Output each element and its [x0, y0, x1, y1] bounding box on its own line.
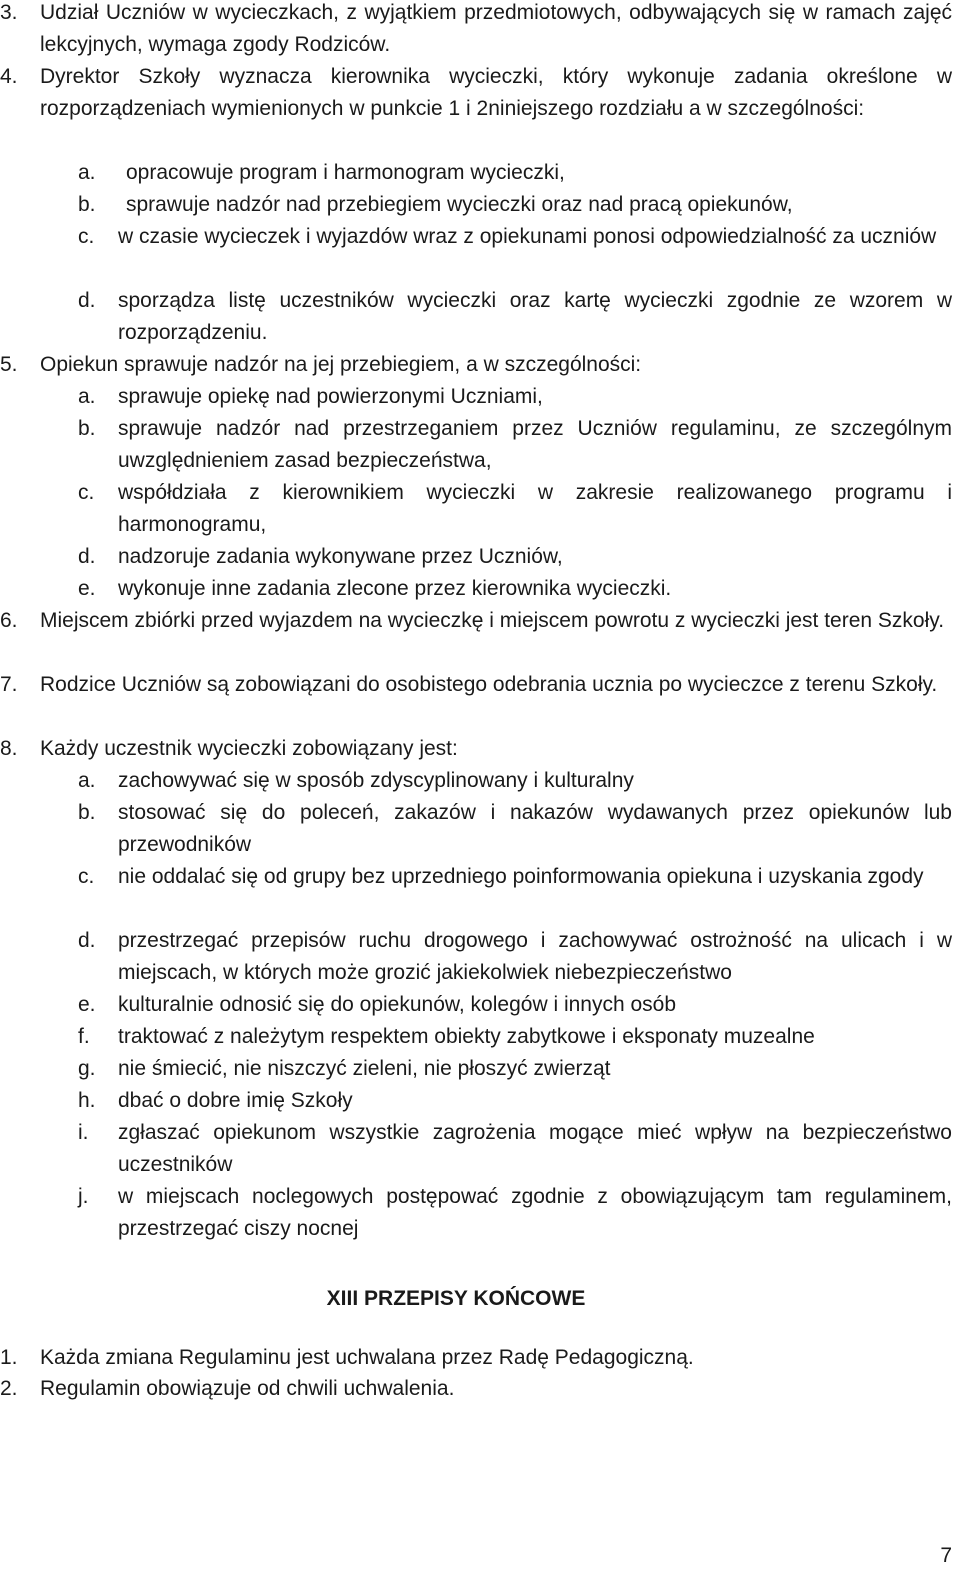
sub-item-text: sprawuje opiekę nad powierzonymi Uczniami, — [118, 385, 543, 408]
sub-item-letter: c. — [78, 865, 95, 888]
item-text: Rodzice Uczniów są zobowiązani do osobistego odebrania ucznia po wycieczce z terenu Szkoły. — [40, 673, 938, 696]
item-text: Udział Uczniów w wycieczkach, z wyjątkiem przedmiotowych, odbywających się w ramach zajęć lekcyjnych, wymaga zgody Rodziców. — [40, 1, 952, 56]
item-text: Dyrektor Szkoły wyznacza kierownika wycieczki, który wykonuje zadania określone w rozporządzeniach wymienionych w punkcie 1 i 2niniejszego rozdziału a w szczególności: — [40, 65, 952, 120]
item-number: 2. — [0, 1377, 18, 1400]
list-item — [0, 61, 960, 157]
sub-item-letter: e. — [78, 993, 96, 1016]
item-number: 5. — [0, 353, 18, 376]
sub-item-letter: b. — [78, 417, 96, 440]
sub-item-text: nie oddalać się od grupy bez uprzedniego poinformowania opiekuna i uzyskania zgody — [118, 865, 924, 888]
item-text: Każdy uczestnik wycieczki zobowiązany jest: — [40, 737, 458, 760]
item-text: Regulamin obowiązuje od chwili uchwalenia. — [40, 1377, 455, 1400]
sub-item-letter: e. — [78, 577, 96, 600]
sub-item-text: dbać o dobre imię Szkoły — [118, 1089, 353, 1112]
sub-item-text: opracowuje program i harmonogram wycieczki, — [126, 161, 565, 184]
sub-item-text: wykonuje inne zadania zlecone przez kierownika wycieczki. — [118, 577, 672, 600]
sub-item-text: przestrzegać przepisów ruchu drogowego i zachowywać ostrożność na ulicach i w miejscach, w których może grozić jakiekolwiek niebezpieczeństwo — [118, 929, 952, 984]
sub-item-letter: f. — [78, 1025, 90, 1048]
sub-item-text: zachowywać się w sposób zdyscyplinowany i kulturalny — [118, 769, 634, 792]
sub-item-text: w czasie wycieczek i wyjazdów wraz z opiekunami ponosi odpowiedzialność za uczniów — [118, 225, 937, 248]
sub-item-text: współdziała z kierownikiem wycieczki w zakresie realizowanego programu i harmonogramu, — [118, 481, 952, 536]
sub-item-letter: c. — [78, 225, 95, 248]
section-heading: XIII PRZEPISY KOŃCOWE — [326, 1287, 586, 1310]
sub-item-text: sporządza listę uczestników wycieczki oraz kartę wycieczki zgodnie ze wzorem w rozporządzeniu. — [118, 289, 952, 344]
list-item — [0, 0, 960, 61]
item-number: 1. — [0, 1346, 18, 1369]
item-number: 7. — [0, 673, 18, 696]
sub-item-letter: i. — [78, 1121, 89, 1144]
sub-item-text: sprawuje nadzór nad przebiegiem wycieczki oraz nad pracą opiekunów, — [126, 193, 793, 216]
sub-item-letter: d. — [78, 289, 96, 312]
item-number: 6. — [0, 609, 18, 632]
page-number: 7 — [940, 1544, 952, 1567]
sub-item-text: traktować z należytym respektem obiekty zabytkowe i eksponaty muzealne — [118, 1025, 815, 1048]
sub-item-text: nadzoruje zadania wykonywane przez Uczniów, — [118, 545, 563, 568]
item-text: Opiekun sprawuje nadzór na jej przebiegiem, a w szczególności: — [40, 353, 642, 376]
item-number: 4. — [0, 65, 18, 88]
sub-item-letter: c. — [78, 481, 95, 504]
item-text: Miejscem zbiórki przed wyjazdem na wycieczkę i miejscem powrotu z wycieczki jest teren Szkoły. — [40, 609, 945, 632]
sub-item-letter: b. — [78, 193, 96, 216]
sub-item-letter: h. — [78, 1089, 96, 1112]
sub-item-text: sprawuje nadzór nad przestrzeganiem przez Uczniów regulaminu, ze szczególnym uwzględnieniem zasad bezpieczeństwa, — [118, 417, 952, 472]
sub-item-text: nie śmiecić, nie niszczyć zieleni, nie płoszyć zwierząt — [118, 1057, 611, 1080]
sub-item-letter: a. — [78, 385, 96, 408]
sub-item-letter: j. — [78, 1185, 89, 1208]
sub-item-letter: d. — [78, 929, 96, 952]
sub-item-letter: b. — [78, 801, 96, 824]
item-number: 3. — [0, 1, 18, 24]
sub-item-letter: d. — [78, 545, 96, 568]
sub-item-text: stosować się do poleceń, zakazów i nakazów wydawanych przez opiekunów lub przewodników — [118, 801, 952, 856]
sub-item-text: zgłaszać opiekunom wszystkie zagrożenia mogące mieć wpływ na bezpieczeństwo uczestników — [118, 1121, 952, 1176]
sub-item-letter: g. — [78, 1057, 96, 1080]
sub-item-letter: a. — [78, 161, 96, 184]
sub-item-text: w miejscach noclegowych postępować zgodnie z obowiązującym tam regulaminem, przestrzegać ciszy nocnej — [118, 1185, 952, 1240]
sub-item-letter: a. — [78, 769, 96, 792]
sub-item-text: kulturalnie odnosić się do opiekunów, kolegów i innych osób — [118, 993, 677, 1016]
item-text: Każda zmiana Regulaminu jest uchwalana przez Radę Pedagogiczną. — [40, 1346, 694, 1369]
item-number: 8. — [0, 737, 18, 760]
